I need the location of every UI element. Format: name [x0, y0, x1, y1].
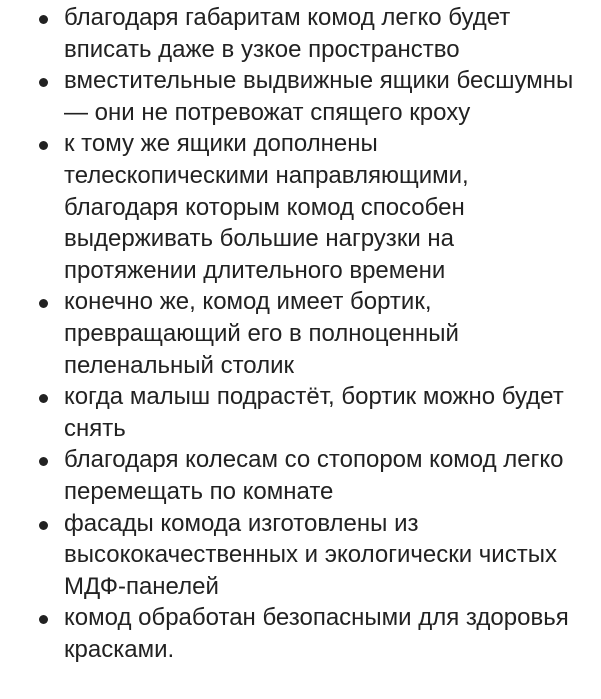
list-item	[20, 286, 583, 381]
bullet-icon	[39, 457, 48, 466]
list-item-text: вместительные выдвижные ящики бесшумны — они не потревожат спящего кроху	[64, 67, 574, 126]
feature-list	[20, 2, 583, 665]
bullet-icon	[39, 521, 48, 530]
bullet-icon	[39, 15, 48, 24]
bullet-icon	[39, 78, 48, 87]
list-item	[20, 2, 583, 65]
list-item	[20, 128, 583, 286]
bullet-icon	[39, 394, 48, 403]
list-item-text: когда малыш подрастёт, бортик можно будет снять	[64, 383, 564, 442]
list-item-text: к тому же ящики дополнены телескопическими направляющими, благодаря которым комод способен выдерживать большие нагрузки на протяжении длительного времени	[64, 130, 469, 284]
list-item-text: комод обработан безопасными для здоровья красками.	[64, 604, 569, 663]
list-item	[20, 444, 583, 507]
bullet-icon	[39, 615, 48, 624]
list-item-text: благодаря колесам со стопором комод легко перемещать по комнате	[64, 446, 564, 505]
bullet-icon	[39, 299, 48, 308]
list-item-text: благодаря габаритам комод легко будет вписать даже в узкое пространство	[64, 4, 511, 63]
list-item	[20, 508, 583, 603]
list-item	[20, 65, 583, 128]
list-item-text: фасады комода изготовлены из высококачественных и экологически чистых МДФ-панелей	[64, 509, 557, 600]
list-item	[20, 381, 583, 444]
list-item	[20, 602, 583, 665]
bullet-icon	[39, 141, 48, 150]
list-item-text: конечно же, комод имеет бортик, превращающий его в полноценный пеленальный столик	[64, 288, 459, 379]
